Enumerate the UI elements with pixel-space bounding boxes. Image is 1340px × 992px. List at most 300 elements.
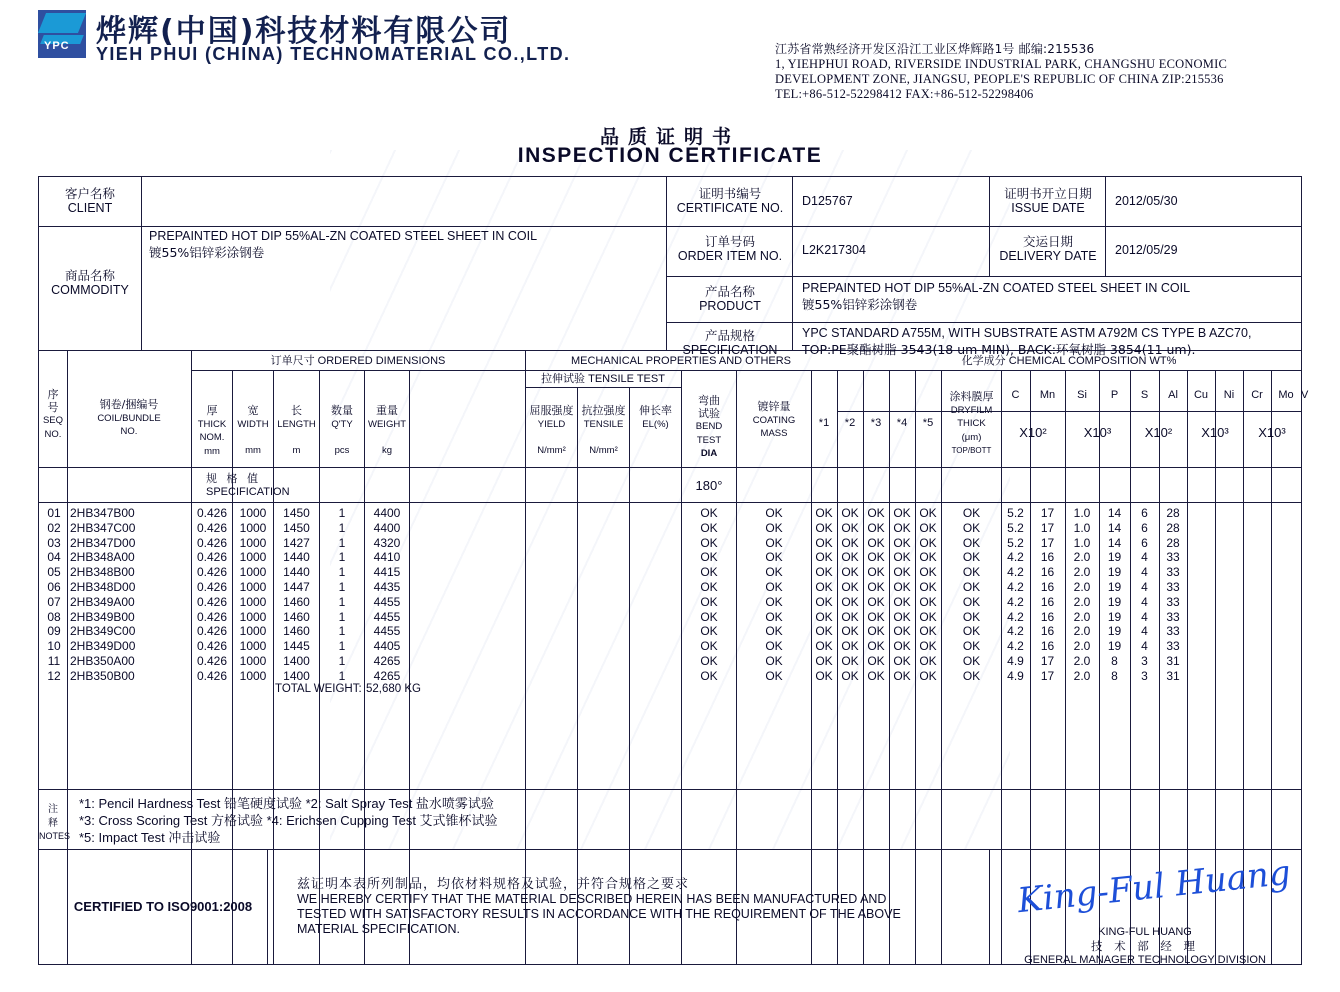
company-address [775, 42, 1227, 102]
cell-bend: OK [700, 565, 718, 580]
cell-bend: OK [700, 506, 718, 520]
cell-weight: 4400 [373, 506, 401, 520]
cell-thick: 0.426 [196, 624, 228, 639]
cell-weight: 4415 [373, 565, 401, 580]
address-en-line1: 1, YIEHPHUI ROAD, RIVERSIDE INDUSTRIAL PARK, CHANGSHU ECONOMIC [775, 57, 1227, 71]
cell-thick: 0.426 [196, 580, 228, 594]
cell-s1: OK [815, 594, 833, 609]
cell-weight: 4455 [373, 609, 401, 624]
cell-mn: 16 [1040, 594, 1055, 609]
chem-S-header: S [1140, 389, 1149, 401]
cell-al: 33 [1166, 550, 1180, 565]
cell-s5: OK [919, 550, 937, 565]
cell-s: 6 [1141, 535, 1148, 550]
cell-s: 6 [1141, 506, 1148, 520]
cell-qty: 1 [338, 639, 346, 654]
seq-header: 序 号 SEQ NO. [42, 388, 64, 440]
note-line-3: *5: Impact Test 冲击试验 [79, 830, 221, 845]
cell-seq: 06 [47, 580, 61, 594]
chem-multiplier-1: X10² [1019, 425, 1047, 440]
document-header [0, 0, 1340, 118]
cell-coil: 2HB350A00 [70, 654, 135, 668]
cell-thick: 0.426 [196, 520, 228, 535]
cell-s2: OK [841, 594, 859, 609]
cell-s4: OK [893, 654, 911, 668]
cell-seq: 10 [47, 639, 61, 654]
cell-width: 1000 [239, 506, 267, 520]
cell-width: 1000 [239, 580, 267, 594]
cell-al: 33 [1166, 639, 1180, 654]
cell-qty: 1 [338, 506, 346, 520]
chem-multiplier-5: X10³ [1258, 425, 1286, 440]
cell-s2: OK [841, 654, 859, 668]
cell-p: 19 [1107, 580, 1122, 594]
cell-s4: OK [893, 609, 911, 624]
cell-c: 5.2 [1007, 535, 1024, 550]
length-header: 长 LENGTH m [277, 404, 316, 456]
cell-seq: 01 [47, 506, 61, 520]
cell-dry: OK [962, 565, 981, 580]
commodity-value-en: PREPAINTED HOT DIP 55%AL-ZN COATED STEEL SHEET IN COIL [149, 229, 538, 243]
cell-bend: OK [700, 535, 718, 550]
signer-block [991, 925, 1299, 967]
cell-bend: OK [700, 580, 718, 594]
cell-mn: 16 [1040, 639, 1055, 654]
cell-length: 1440 [283, 550, 310, 565]
cell-s1: OK [815, 535, 833, 550]
cell-si: 2.0 [1073, 654, 1091, 668]
star3-header: *3 [870, 417, 882, 429]
cell-coating: OK [765, 654, 783, 668]
cell-width: 1000 [239, 565, 267, 580]
issue-date-value: 2012/05/30 [1115, 194, 1178, 208]
commodity-label: 商品名称 COMMODITY [51, 268, 129, 297]
cell-al: 28 [1166, 535, 1180, 550]
cell-qty: 1 [338, 668, 346, 683]
cell-coil: 2HB349C00 [70, 624, 136, 639]
cell-p: 8 [1111, 668, 1118, 683]
cell-c: 5.2 [1007, 520, 1024, 535]
cell-qty: 1 [338, 535, 346, 550]
cell-coating: OK [765, 535, 783, 550]
total-weight-value: 52,680 KG [366, 683, 421, 695]
cell-dry: OK [962, 668, 981, 683]
cell-s: 4 [1141, 594, 1148, 609]
cell-length: 1460 [283, 594, 310, 609]
cell-s: 4 [1141, 624, 1148, 639]
cell-mn: 16 [1040, 609, 1055, 624]
cell-s5: OK [919, 624, 937, 639]
cell-mn: 16 [1040, 550, 1055, 565]
chem-P-header: P [1110, 389, 1119, 401]
cell-dry: OK [962, 520, 981, 535]
cell-si: 1.0 [1073, 520, 1091, 535]
cell-coating: OK [765, 506, 783, 520]
cell-si: 2.0 [1073, 624, 1091, 639]
specification-value-2: TOP:PE聚酯树脂 3543(18 um MIN), BACK:环氧树脂 3854(11 um). [802, 342, 1196, 357]
cell-s2: OK [841, 565, 859, 580]
cell-dry: OK [962, 506, 981, 520]
cell-s4: OK [893, 535, 911, 550]
cell-width: 1000 [239, 624, 267, 639]
cell-thick: 0.426 [196, 594, 228, 609]
cell-s3: OK [867, 594, 885, 609]
cell-seq: 07 [47, 594, 61, 609]
chem-Al-header: Al [1168, 389, 1178, 401]
cell-c: 4.2 [1007, 565, 1024, 580]
cell-bend: OK [700, 654, 718, 668]
cell-s4: OK [893, 506, 911, 520]
width-header: 宽 WIDTH mm [237, 404, 269, 456]
signature: King-Ful Huang [1015, 852, 1293, 922]
cell-mn: 16 [1040, 580, 1055, 594]
cell-length: 1447 [283, 580, 310, 594]
product-value-en: PREPAINTED HOT DIP 55%AL-ZN COATED STEEL SHEET IN COIL [802, 281, 1191, 295]
cell-bend: OK [700, 668, 718, 683]
cell-coating: OK [765, 520, 783, 535]
cell-width: 1000 [239, 535, 267, 550]
cell-c: 4.9 [1007, 668, 1024, 683]
cell-al: 28 [1166, 506, 1180, 520]
cell-si: 1.0 [1073, 535, 1091, 550]
cell-weight: 4265 [373, 654, 401, 668]
cell-seq: 11 [47, 654, 61, 668]
cell-p: 19 [1107, 624, 1122, 639]
cell-s3: OK [867, 639, 885, 654]
cell-length: 1460 [283, 609, 310, 624]
cell-al: 33 [1166, 624, 1180, 639]
cell-s5: OK [919, 535, 937, 550]
chemical-composition-header: 化学成分 CHEMICAL COMPOSITION WT% [961, 355, 1177, 367]
cell-coil: 2HB350B00 [70, 668, 135, 683]
cell-dry: OK [962, 594, 981, 609]
cell-thick: 0.426 [196, 639, 228, 654]
cell-length: 1400 [283, 654, 310, 668]
cell-dry: OK [962, 580, 981, 594]
cell-s1: OK [815, 520, 833, 535]
cell-width: 1000 [239, 639, 267, 654]
cell-s1: OK [815, 580, 833, 594]
commodity-value-cn: 镀55%铝锌彩涂钢卷 [149, 245, 265, 260]
cell-thick: 0.426 [196, 668, 228, 683]
cell-coating: OK [765, 639, 783, 654]
cell-dry: OK [962, 550, 981, 565]
declaration-text [297, 877, 977, 937]
signer-title-cn: 技 术 部 经 理 [1090, 939, 1200, 953]
elongation-header: 伸长率 EL(%) [639, 404, 672, 430]
cell-c: 4.2 [1007, 609, 1024, 624]
cell-s4: OK [893, 668, 911, 683]
cell-al: 33 [1166, 580, 1180, 594]
cell-thick: 0.426 [196, 609, 228, 624]
cell-coating: OK [765, 609, 783, 624]
cell-s: 4 [1141, 609, 1148, 624]
cell-s1: OK [815, 624, 833, 639]
specification-value-1: YPC STANDARD A755M, WITH SUBSTRATE ASTM A792M CS TYPE B AZC70, [802, 326, 1252, 340]
cell-s: 4 [1141, 580, 1148, 594]
cell-s1: OK [815, 609, 833, 624]
cell-thick: 0.426 [196, 506, 228, 520]
client-label: 客户名称 CLIENT [64, 186, 115, 215]
cell-weight: 4455 [373, 594, 401, 609]
cell-al: 31 [1166, 668, 1180, 683]
cell-weight: 4435 [373, 580, 401, 594]
cell-seq: 02 [47, 520, 61, 535]
cell-p: 14 [1107, 520, 1122, 535]
bend-test-header: 弯曲 试验 BEND TEST DIA [695, 394, 723, 459]
cell-qty: 1 [338, 609, 346, 624]
cell-weight: 4400 [373, 520, 401, 535]
cell-seq: 05 [47, 565, 61, 580]
certificate-no-label: 证明书编号 CERTIFICATE NO. [676, 186, 784, 215]
cell-s3: OK [867, 624, 885, 639]
cell-seq: 08 [47, 609, 61, 624]
cell-coil: 2HB348B00 [70, 565, 135, 580]
cell-mn: 17 [1040, 520, 1055, 535]
cell-length: 1450 [283, 506, 310, 520]
cell-c: 4.2 [1007, 639, 1024, 654]
issue-date-label: 证明书开立日期 ISSUE DATE [1004, 186, 1092, 215]
cell-s2: OK [841, 506, 859, 520]
cell-s4: OK [893, 594, 911, 609]
cell-si: 2.0 [1073, 639, 1091, 654]
thickness-header: 厚 THICK NOM. mm [197, 404, 227, 457]
cell-coil: 2HB347D00 [70, 535, 136, 550]
cell-p: 8 [1111, 654, 1118, 668]
cell-s2: OK [841, 535, 859, 550]
cell-coil: 2HB347B00 [70, 506, 135, 520]
cell-c: 4.2 [1007, 624, 1024, 639]
cell-thick: 0.426 [196, 654, 228, 668]
certificate-table: 客户名称 CLIENT 商品名称 COMMODITY PREPAINTED HOT DIP 55%AL-ZN COATED STEEL SHEET IN COIL 镀55%铝锌彩涂钢卷 证明书编号 CERTIFICATE NO. D125767 证明书开立日期 ISSUE DATE 2012/05/30 订单号码 ORDER ITEM NO. L2K217304 交运日期 DELIVERY DATE 2012/05/29 产品名称 PRODUCT PREPAINTED HOT DIP 55%AL-ZN COATED STEEL SHEET IN COIL 镀55%铝锌彩涂钢卷 产品规格 SPECIFICATION YPC STANDARD A755M, WITH SUBSTRATE ASTM A792M CS TYPE B AZC70, TOP:PE聚酯树脂 3543(18 um MIN), BACK:环氧树脂 3854(11 um). 订单尺寸 ORDERED DIMENSIONS MECHANICAL PROPERTIES AND OTHERS 化学成分 CHEMICAL COMPOSITION WT% 序 号 SEQ NO. 钢卷/捆编号 COIL/BUNDLE NO. 厚 THICK NOM. mm 宽 WIDTH mm 长 LENGTH m 数量 Q'TY pcs 重量 WEIGHT kg 拉伸试验 TENSILE TEST 屈服强度 YIELD N/mm² 抗拉强度 TENSILE N/mm² 伸长率 EL(%) 弯曲 试验 BEND TEST DIA 镀锌量 COATING MASS *1 *2 *3 *4 *5 涂料膜厚 DRYFILM THICK (μm) TOP/BOTT C Mn Si P S Al Cu Ni Cr Mo V X10² X10³ X10² X10³ X10³ 规 格 值 SPECIFICATION 180° 01 2HB347B00 0.426 1000 1450 1 4400 OK OK OK OK OK OK OK OK 5.2 17 1.0 14 6 28 02 2HB347C00 0.426 1000 1450 1 4400 OK OK OK OK OK OK OK OK 5.2 17 1.0 14 6 28 03 2HB347D00 0.426 1000 1427 1 4320 OK OK OK OK OK OK OK OK 5.2 17 1.0 14 6 28 04 2HB348A00 0.426 1000 1440 1 4410 OK OK OK OK OK OK OK OK 4.2 16 2.0 19 4 33 05 2HB348B00 0.426 1000 1440 1 4415 OK OK OK OK OK OK OK OK 4.2 16 2.0 19 4 33 06 2HB348D00 0.426 1000 1447 1 4435 OK OK OK OK OK OK OK OK 4.2 16 2.0 19 4 33 07 2HB349A00 0.426 1000 1460 1 4455 OK OK OK OK OK OK OK OK 4.2 16 2.0 19 4 33 08 2HB349B00 0.426 1000 1460 1 4455 OK OK OK OK OK OK OK OK 4.2 16 2.0 19 4 33 09 2HB349C00 0.426 1000 1460 1 4455 OK OK OK OK OK OK OK OK 4.2 16 2.0 19 4 33 10 2HB349D00 0.426 1000 1445 1 4405 OK OK OK OK OK OK OK OK 4.2 16 2.0 19 4 33 11 2HB350A00 0.426 1000 1400 1 4265 OK OK OK OK OK OK OK OK 4.9 17 2.0 8 3 31 12 2HB350B00 0.426 1000 1400 1 4265 OK OK OK OK OK OK OK OK 4.9 17 2.0 8 3 31 TOTAL WEIGHT: 52,680 KG 注 释 NOTES *1: Pencil Hardness Test 铅笔硬度试验 *2: Salt Spray Test 盐水喷雾试验 *3: Cross Scoring Test 方格试验 *4: Erichsen Cupping Test 艾式锥杯试验 *5: Impact Test 冲击试验 CERTIFIED TO ISO9001:2008 兹证明本表所列制品，均依材料规格及试验，并符合规格之要求 WE HEREBY CERTIFY THAT THE MATERIAL DESCRIBED HEREIN HAS BEEN MANUFACTURED AND TESTED WITH SATISFACTORY RESULTS IN ACCORDANCE WITH THE REQUIREMENT OF THE ABOVE MATERIAL SPECIFICATION. King-Ful Huang KING-FUL HUANG 技 术 部 经 理 GENERAL MANAGER TECHNOLOGY DIVISION [38, 176, 1302, 965]
cell-c: 4.9 [1007, 654, 1024, 668]
delivery-date-value: 2012/05/29 [1115, 243, 1178, 257]
cell-s3: OK [867, 668, 885, 683]
cell-al: 28 [1166, 520, 1180, 535]
address-cn: 江苏省常熟经济开发区沿江工业区烨辉路1号 邮编:215536 [775, 42, 1095, 56]
cell-s4: OK [893, 580, 911, 594]
declaration-cn: 兹证明本表所列制品，均依材料规格及试验，并符合规格之要求 [297, 877, 690, 892]
cell-bend: OK [700, 594, 718, 609]
cell-bend: OK [700, 624, 718, 639]
star2-header: *2 [844, 417, 856, 429]
cell-c: 4.2 [1007, 550, 1024, 565]
cell-mn: 17 [1040, 654, 1055, 668]
coating-mass-header: 镀锌量 COATING MASS [752, 400, 796, 439]
order-no-value: L2K217304 [802, 243, 866, 257]
cell-s1: OK [815, 668, 833, 683]
cell-bend: OK [700, 520, 718, 535]
cell-p: 14 [1107, 506, 1122, 520]
cell-coil: 2HB349A00 [70, 594, 135, 609]
cell-s3: OK [867, 565, 885, 580]
star1-header: *1 [818, 417, 830, 429]
cell-thick: 0.426 [196, 550, 228, 565]
qty-header: 数量 Q'TY pcs [331, 404, 353, 456]
cell-s3: OK [867, 550, 885, 565]
cell-thick: 0.426 [196, 565, 228, 580]
cell-p: 14 [1107, 535, 1122, 550]
cell-weight: 4265 [373, 668, 401, 683]
cell-thick: 0.426 [196, 535, 228, 550]
cell-p: 19 [1107, 550, 1122, 565]
certificate-no-value: D125767 [802, 194, 853, 208]
cell-coil: 2HB348D00 [70, 580, 136, 594]
cell-s1: OK [815, 639, 833, 654]
cell-dry: OK [962, 654, 981, 668]
chem-Mn-header: Mn [1039, 389, 1056, 401]
cell-s5: OK [919, 520, 937, 535]
mechanical-properties-header: MECHANICAL PROPERTIES AND OTHERS [570, 355, 792, 367]
cell-dry: OK [962, 624, 981, 639]
weight-header: 重量 WEIGHT kg [368, 404, 406, 456]
cell-length: 1450 [283, 520, 310, 535]
cell-width: 1000 [239, 668, 267, 683]
company-name-en: YIEH PHUI (CHINA) TECHNOMATERIAL CO.,LTD. [96, 44, 571, 64]
cell-s5: OK [919, 609, 937, 624]
chem-Ni-header: Ni [1223, 389, 1235, 401]
cell-qty: 1 [338, 624, 346, 639]
cell-coil: 2HB348A00 [70, 550, 135, 565]
cell-coating: OK [765, 624, 783, 639]
specification-row-label: 规 格 值 SPECIFICATION [206, 472, 290, 498]
cell-s2: OK [841, 639, 859, 654]
cell-length: 1400 [283, 668, 310, 683]
yield-header: 屈服强度 YIELD N/mm² [529, 404, 574, 456]
cell-s: 4 [1141, 639, 1148, 654]
cell-mn: 17 [1040, 668, 1055, 683]
cell-qty: 1 [338, 565, 346, 580]
coil-no-header: 钢卷/捆编号 COIL/BUNDLE NO. [97, 398, 161, 437]
cell-s: 4 [1141, 565, 1148, 580]
cell-p: 19 [1107, 639, 1122, 654]
declaration-en-2: TESTED WITH SATISFACTORY RESULTS IN ACCORDANCE WITH THE REQUIREMENT OF THE ABOVE [297, 907, 901, 921]
cell-s5: OK [919, 594, 937, 609]
cell-s1: OK [815, 654, 833, 668]
cell-coating: OK [765, 668, 783, 683]
tensile-group-header: 拉伸试验 TENSILE TEST [541, 373, 665, 385]
logo-text: YPC [44, 40, 70, 52]
cell-s2: OK [841, 550, 859, 565]
chem-Cr-header: Cr [1251, 389, 1263, 401]
chem-Mo-header: Mo [1278, 389, 1294, 401]
cell-width: 1000 [239, 654, 267, 668]
cell-s4: OK [893, 639, 911, 654]
cell-p: 19 [1107, 594, 1122, 609]
cell-s3: OK [867, 506, 885, 520]
cell-coil: 2HB349D00 [70, 639, 136, 654]
cell-qty: 1 [338, 520, 346, 535]
cell-s3: OK [867, 580, 885, 594]
cell-mn: 16 [1040, 565, 1055, 580]
note-line-2: *3: Cross Scoring Test 方格试验 *4: Erichsen Cupping Test 艾式锥杯试验 [79, 813, 498, 828]
chem-C-header: C [1011, 389, 1020, 401]
cell-qty: 1 [338, 550, 346, 565]
cell-s: 4 [1141, 550, 1148, 565]
cell-length: 1460 [283, 624, 310, 639]
tensile-header: 抗拉强度 TENSILE N/mm² [581, 404, 626, 456]
cell-length: 1445 [283, 639, 310, 654]
signer-title-en: GENERAL MANAGER TECHNOLOGY DIVISION [1024, 954, 1266, 966]
cell-weight: 4455 [373, 624, 401, 639]
chem-multiplier-4: X10³ [1201, 425, 1229, 440]
cell-s4: OK [893, 624, 911, 639]
cell-width: 1000 [239, 520, 267, 535]
cell-width: 1000 [239, 594, 267, 609]
specification-label: 产品规格 SPECIFICATION [682, 328, 778, 357]
cell-s: 6 [1141, 520, 1148, 535]
cell-s3: OK [867, 520, 885, 535]
cell-coating: OK [765, 565, 783, 580]
chem-multiplier-3: X10² [1144, 425, 1173, 440]
cell-coating: OK [765, 594, 783, 609]
cell-width: 1000 [239, 609, 267, 624]
cell-weight: 4405 [373, 639, 401, 654]
company-logo-icon [38, 10, 86, 58]
chem-Si-header: Si [1077, 389, 1087, 401]
cell-s1: OK [815, 506, 833, 520]
cell-s4: OK [893, 550, 911, 565]
cell-s2: OK [841, 668, 859, 683]
notes-label: 注 释 NOTES [39, 804, 71, 841]
cell-qty: 1 [338, 594, 346, 609]
chem-Cu-header: Cu [1193, 389, 1209, 401]
cell-s5: OK [919, 668, 937, 683]
cell-bend: OK [700, 639, 718, 654]
cell-length: 1427 [283, 535, 310, 550]
notes-content [79, 795, 1279, 846]
cell-s1: OK [815, 550, 833, 565]
cell-si: 2.0 [1073, 580, 1091, 594]
company-name-cn: 烨辉(中国)科技材料有限公司 [96, 14, 512, 49]
cell-si: 2.0 [1073, 609, 1091, 624]
cell-seq: 09 [47, 624, 61, 639]
page-title-cn: 品质证明书 [599, 126, 740, 148]
cell-s2: OK [841, 624, 859, 639]
cell-al: 33 [1166, 594, 1180, 609]
star5-header: *5 [922, 417, 934, 429]
cell-bend: OK [700, 609, 718, 624]
cell-s4: OK [893, 520, 911, 535]
iso-certification-label: CERTIFIED TO ISO9001:2008 [73, 899, 253, 914]
cell-si: 2.0 [1073, 550, 1091, 565]
cell-s: 3 [1141, 668, 1148, 683]
cell-s1: OK [815, 565, 833, 580]
spec-bend-value: 180° [695, 478, 723, 493]
cell-c: 5.2 [1007, 506, 1024, 520]
cell-bend: OK [700, 550, 718, 565]
cell-mn: 16 [1040, 624, 1055, 639]
cell-s5: OK [919, 565, 937, 580]
cell-s5: OK [919, 506, 937, 520]
cell-c: 4.2 [1007, 594, 1024, 609]
dryfilm-header: 涂料膜厚 DRYFILM THICK (μm) TOP/BOTT [949, 390, 994, 455]
cell-s3: OK [867, 654, 885, 668]
order-no-label: 订单号码 ORDER ITEM NO. [677, 234, 783, 263]
page-title-en: INSPECTION CERTIFICATE [517, 144, 823, 167]
cell-weight: 4410 [373, 550, 401, 565]
cell-al: 31 [1166, 654, 1180, 668]
cell-coating: OK [765, 580, 783, 594]
cell-length: 1440 [283, 565, 310, 580]
ordered-dimensions-header: 订单尺寸 ORDERED DIMENSIONS [270, 355, 446, 367]
signer-name: KING-FUL HUANG [1098, 926, 1192, 938]
cell-s: 3 [1141, 654, 1148, 668]
address-en-line2: DEVELOPMENT ZONE, JIANGSU, PEOPLE'S REPUBLIC OF CHINA ZIP:215536 [775, 72, 1224, 86]
cell-dry: OK [962, 535, 981, 550]
cell-p: 19 [1107, 609, 1122, 624]
cell-weight: 4320 [373, 535, 401, 550]
